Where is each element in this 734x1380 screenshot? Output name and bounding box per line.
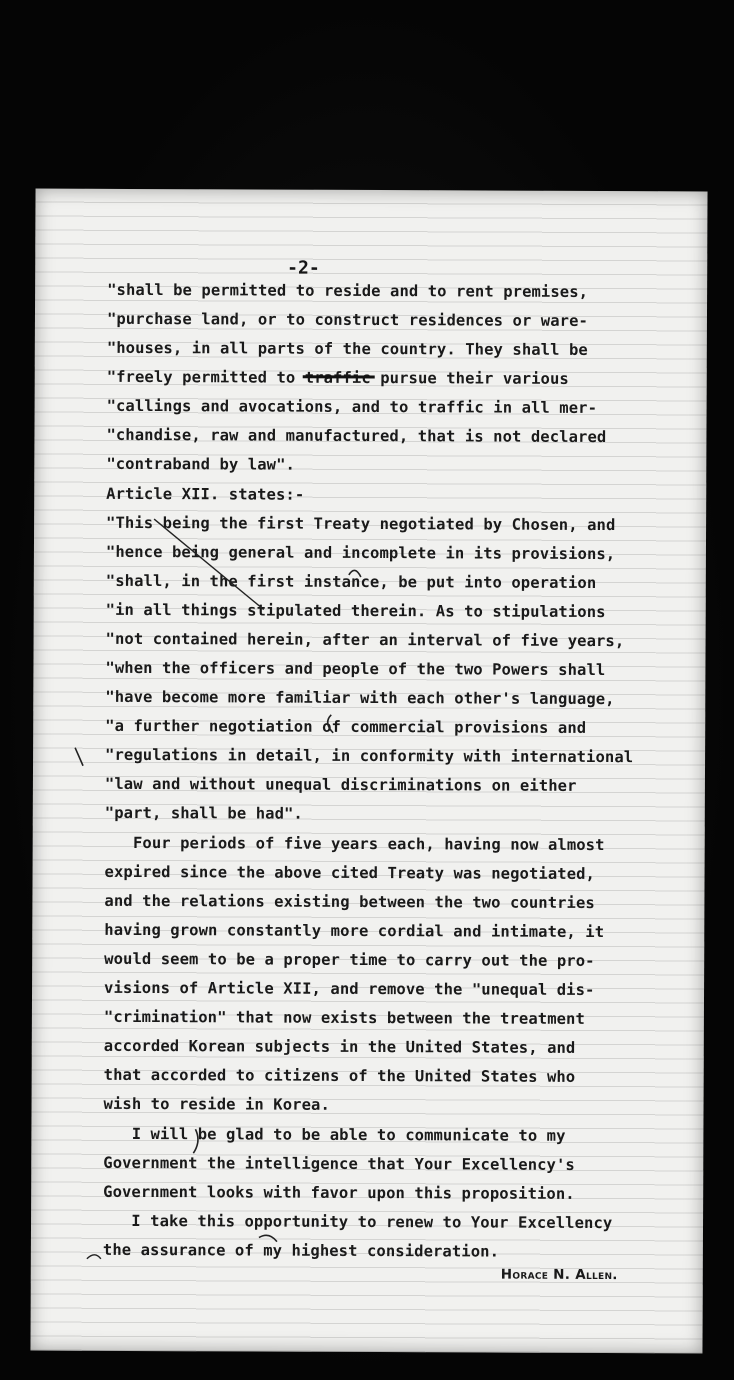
text-line: Article XII. states:- — [106, 484, 305, 504]
strikethrough-mark — [30, 189, 707, 1354]
text-line: visions of Article XII, and remove the "unequal dis- — [104, 978, 595, 999]
text-line: I take this opportunity to renew to Your Excellency — [102, 1211, 613, 1233]
document-page — [30, 189, 707, 1354]
text-line: "not contained herein, after an interval of five years, — [105, 629, 625, 651]
text-line: having grown constantly more cordial and intimate, it — [104, 920, 605, 942]
text-line: Four periods of five years each, having now almost — [104, 833, 605, 855]
page-number: -2- — [287, 257, 320, 279]
text-line: that accorded to citizens of the United States who — [103, 1065, 576, 1086]
text-line: Government looks with favor upon this proposition. — [103, 1182, 575, 1203]
text-line: "have become more familiar with each other's language, — [105, 687, 615, 709]
text-line: would seem to be a proper time to carry out the pro- — [104, 949, 595, 970]
text-line: "purchase land, or to construct residences or ware- — [106, 309, 589, 330]
text-line: Government the intelligence that Your Excellency's — [103, 1153, 575, 1174]
text-line: "shall, in the first instance, be put into operation — [105, 571, 597, 592]
text-line: "crimination" that now exists between the treatment — [103, 1007, 585, 1028]
text-line: I will be glad to be able to communicate to my — [103, 1124, 566, 1145]
text-line: "a further negotiation of commercial provisions and — [105, 716, 587, 737]
text-line: "in all things stipulated therein. As to stipulations — [105, 600, 606, 622]
text-line: the assurance of my highest consideration. — [102, 1240, 500, 1261]
text-line: "shall be permitted to reside and to rent premises, — [107, 280, 589, 301]
text-line: "when the officers and people of the two Powers shall — [105, 658, 606, 680]
text-line: wish to reside in Korea. — [103, 1094, 330, 1114]
text-line: and the relations existing between the two countries — [104, 891, 595, 912]
text-line: "regulations in detail, in conformity with international — [105, 745, 634, 767]
margin-tick-mark — [71, 744, 91, 774]
text-line: "chandise, raw and manufactured, that is not declared — [106, 425, 607, 447]
text-line: "freely permitted to traffic pursue their various — [106, 367, 569, 388]
text-line: expired since the above cited Treaty was negotiated, — [104, 862, 596, 883]
text-line: "This being the first Treaty negotiated by Chosen, and — [106, 513, 616, 535]
text-line: "houses, in all parts of the country. They shall be — [106, 338, 588, 359]
text-line: accorded Korean subjects in the United States, and — [103, 1036, 576, 1057]
text-line: "hence being general and incomplete in its provisions, — [105, 542, 616, 564]
signature: Horace N. Allen. — [500, 1266, 618, 1284]
text-line: "law and without unequal discriminations on either — [104, 774, 577, 795]
text-line: "part, shall be had". — [104, 803, 303, 823]
text-line: "callings and avocations, and to traffic in all mer- — [106, 396, 598, 417]
text-line: "contraband by law". — [106, 454, 296, 474]
